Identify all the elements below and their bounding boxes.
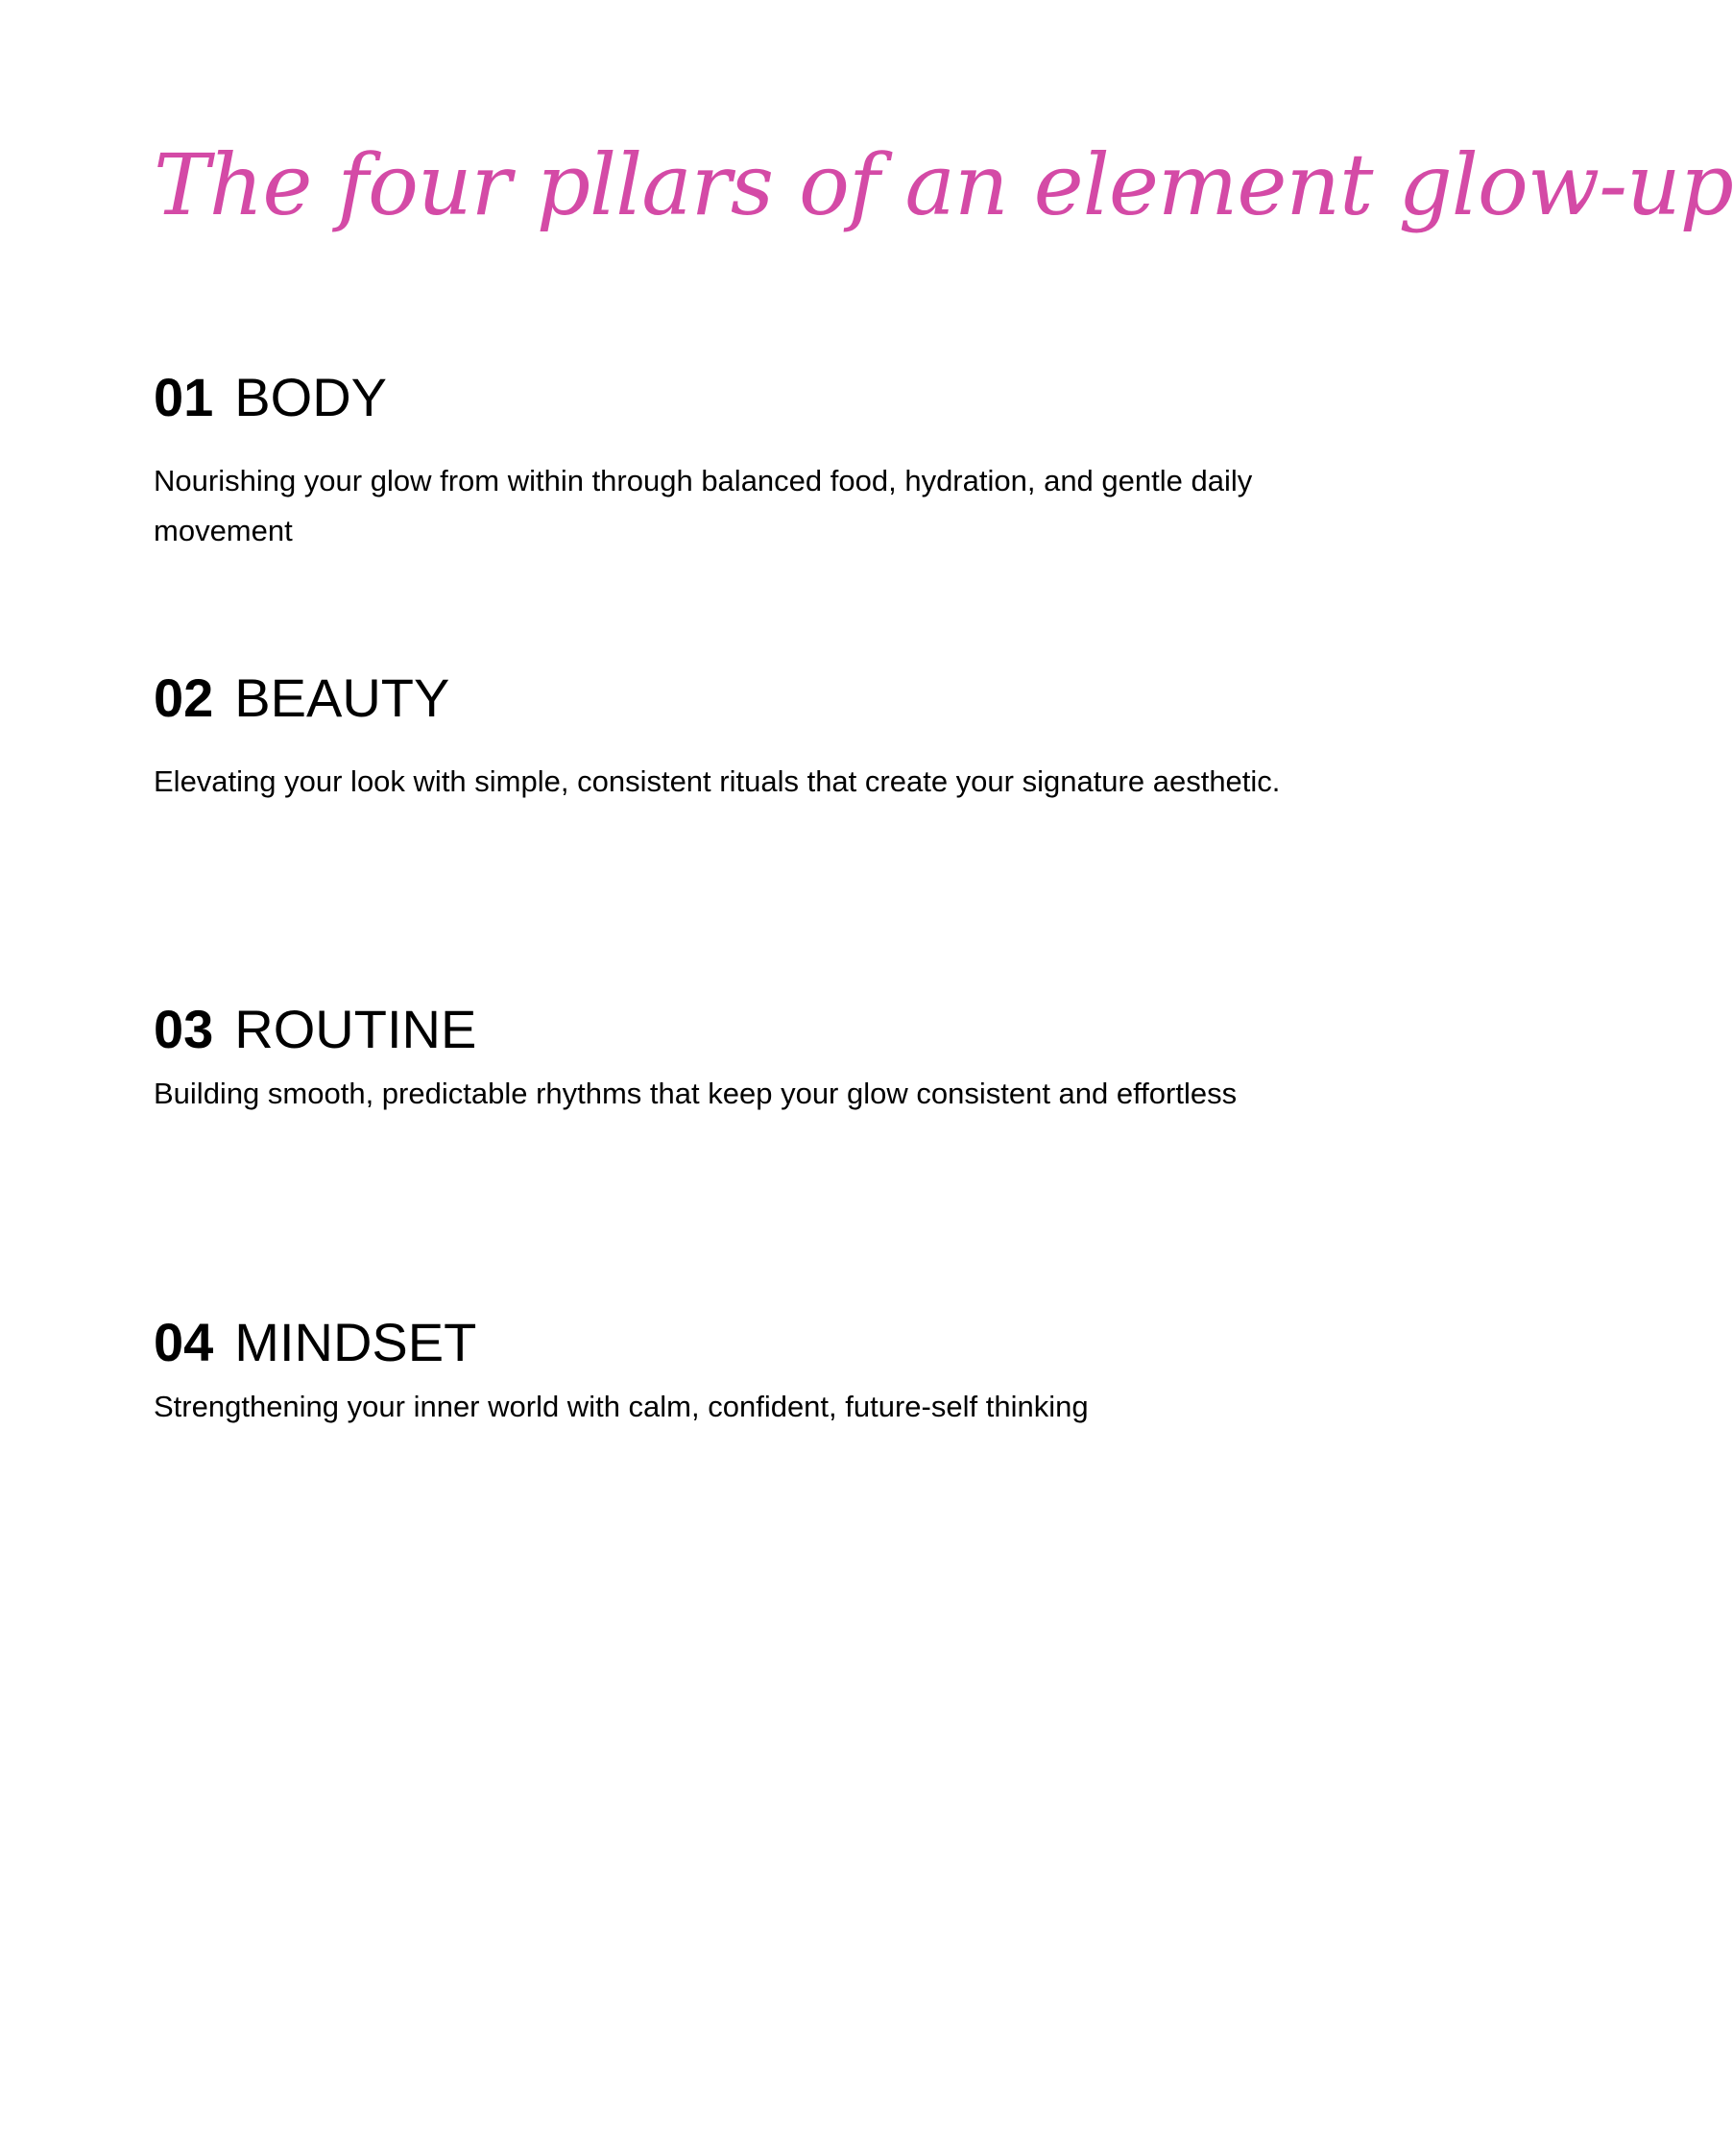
pillar-name: ROUTINE	[234, 999, 477, 1059]
pillar-routine	[154, 997, 1383, 1119]
pillar-description: Nourishing your glow from within through balanced food, hydration, and gentle daily movement	[154, 464, 1253, 548]
pillar-description: Building smooth, predictable rhythms that keep your glow consistent and effortless	[154, 1077, 1238, 1111]
pillar-heading	[154, 997, 1383, 1061]
pillar-description: Elevating your look with simple, consistent rituals that create your signature aesthetic.	[154, 764, 1281, 799]
page-title: The four pllars of an element glow-up	[154, 135, 1733, 234]
pillar-heading	[154, 666, 1383, 730]
pillar-number: 01	[154, 367, 214, 427]
pillar-name: MINDSET	[234, 1312, 477, 1372]
pillar-name: BEAUTY	[234, 667, 450, 728]
pillar-beauty	[154, 666, 1383, 807]
pillar-number: 04	[154, 1312, 214, 1372]
pillar-heading	[154, 1310, 1383, 1374]
pillar-body	[154, 365, 1383, 556]
pillar-heading	[154, 365, 1383, 429]
pillar-description: Strengthening your inner world with calm, confident, future-self thinking	[154, 1390, 1089, 1424]
pillar-name: BODY	[234, 367, 387, 427]
pillar-number: 03	[154, 999, 214, 1059]
pillar-number: 02	[154, 667, 214, 728]
pillar-mindset	[154, 1310, 1383, 1432]
